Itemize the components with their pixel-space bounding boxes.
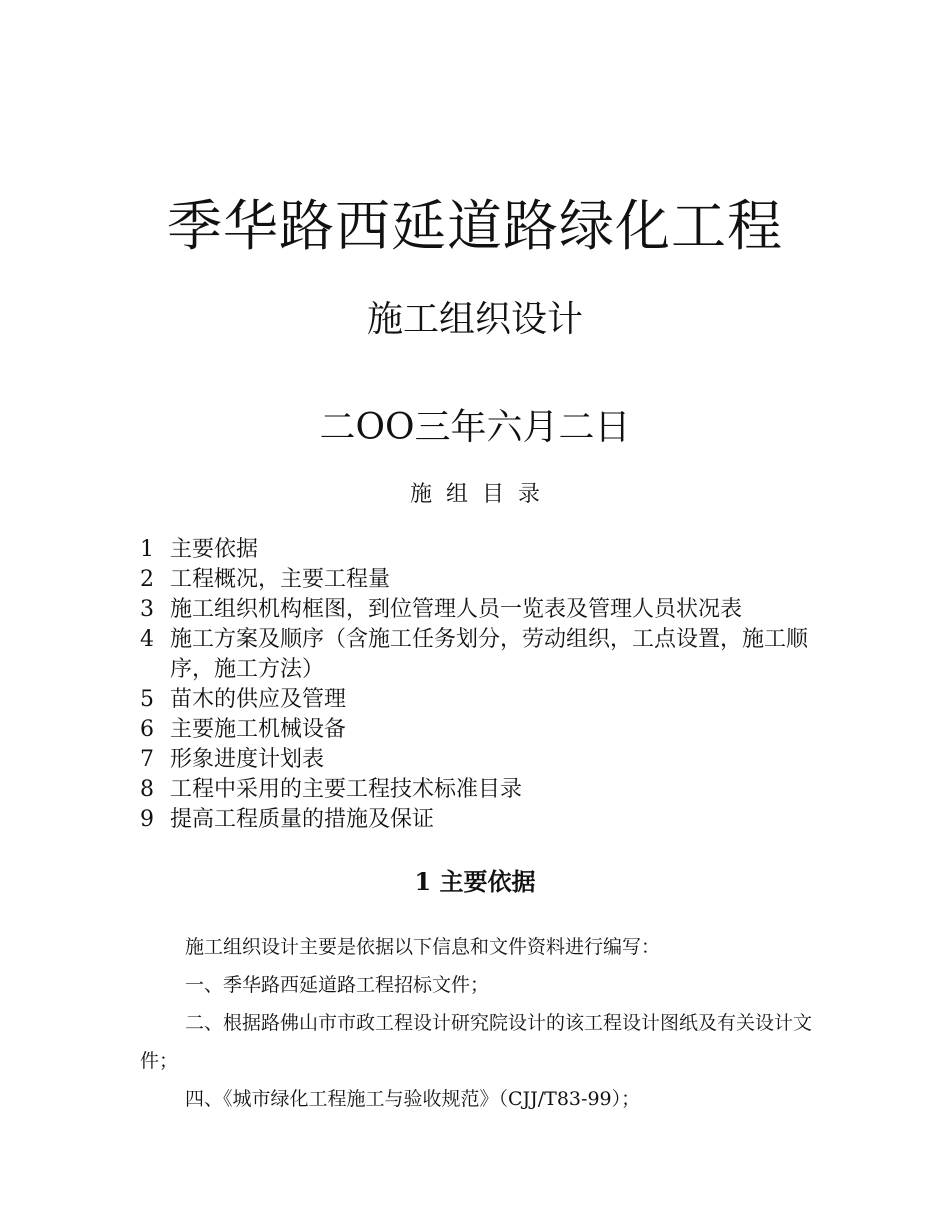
toc-item-number: 3 <box>140 597 154 622</box>
toc-item-number: 2 <box>140 567 154 592</box>
toc-item <box>140 565 820 595</box>
toc-item <box>140 535 820 565</box>
toc-item <box>140 715 820 745</box>
toc-item-label: 主要施工机械设备 <box>170 717 347 742</box>
body-paragraph: 二、根据路佛山市市政工程设计研究院设计的该工程设计图纸及有关设计文件； <box>140 1012 813 1072</box>
toc-item-label: 施工组织机构框图，到位管理人员一览表及管理人员状况表 <box>170 597 743 622</box>
toc-item <box>140 745 820 775</box>
section-body <box>140 928 815 1118</box>
section-heading: 1 主要依据 <box>414 867 536 896</box>
toc-item-label: 形象进度计划表 <box>170 747 325 772</box>
toc-item-label: 苗木的供应及管理 <box>170 687 347 712</box>
body-paragraph: 四、《城市绿化工程施工与验收规范》（CJJ/T83-99）； <box>185 1088 641 1110</box>
table-of-contents <box>140 535 820 835</box>
toc-item <box>140 685 820 715</box>
toc-item-label: 提高工程质量的措施及保证 <box>170 807 435 832</box>
toc-item-number: 4 <box>140 627 154 652</box>
toc-item-label: 工程概况，主要工程量 <box>170 567 391 592</box>
toc-item <box>140 595 820 625</box>
toc-item-number: 5 <box>140 687 154 712</box>
toc-item <box>140 775 820 805</box>
body-paragraph: 一、季华路西延道路工程招标文件； <box>185 974 490 996</box>
body-paragraph: 施工组织设计主要是依据以下信息和文件资料进行编写： <box>185 936 661 958</box>
toc-item-number: 9 <box>140 807 154 832</box>
toc-item-number: 7 <box>140 747 154 772</box>
toc-heading: 施组目录 <box>409 482 554 507</box>
toc-item-number: 6 <box>140 717 154 742</box>
toc-item-number: 1 <box>140 537 154 562</box>
toc-item-label: 工程中采用的主要工程技术标准目录 <box>170 777 523 802</box>
document-date: 二OO三年六月二日 <box>319 407 631 448</box>
toc-item-label: 主要依据 <box>170 537 259 562</box>
toc-item-number: 8 <box>140 777 154 802</box>
toc-item <box>140 805 820 835</box>
toc-item <box>140 625 820 685</box>
document-title: 季华路西延道路绿化工程 <box>166 194 783 258</box>
toc-item-label: 施工方案及顺序（含施工任务划分，劳动组织，工点设置，施工顺序，施工方法） <box>170 627 809 682</box>
document-subtitle: 施工组织设计 <box>366 299 583 340</box>
